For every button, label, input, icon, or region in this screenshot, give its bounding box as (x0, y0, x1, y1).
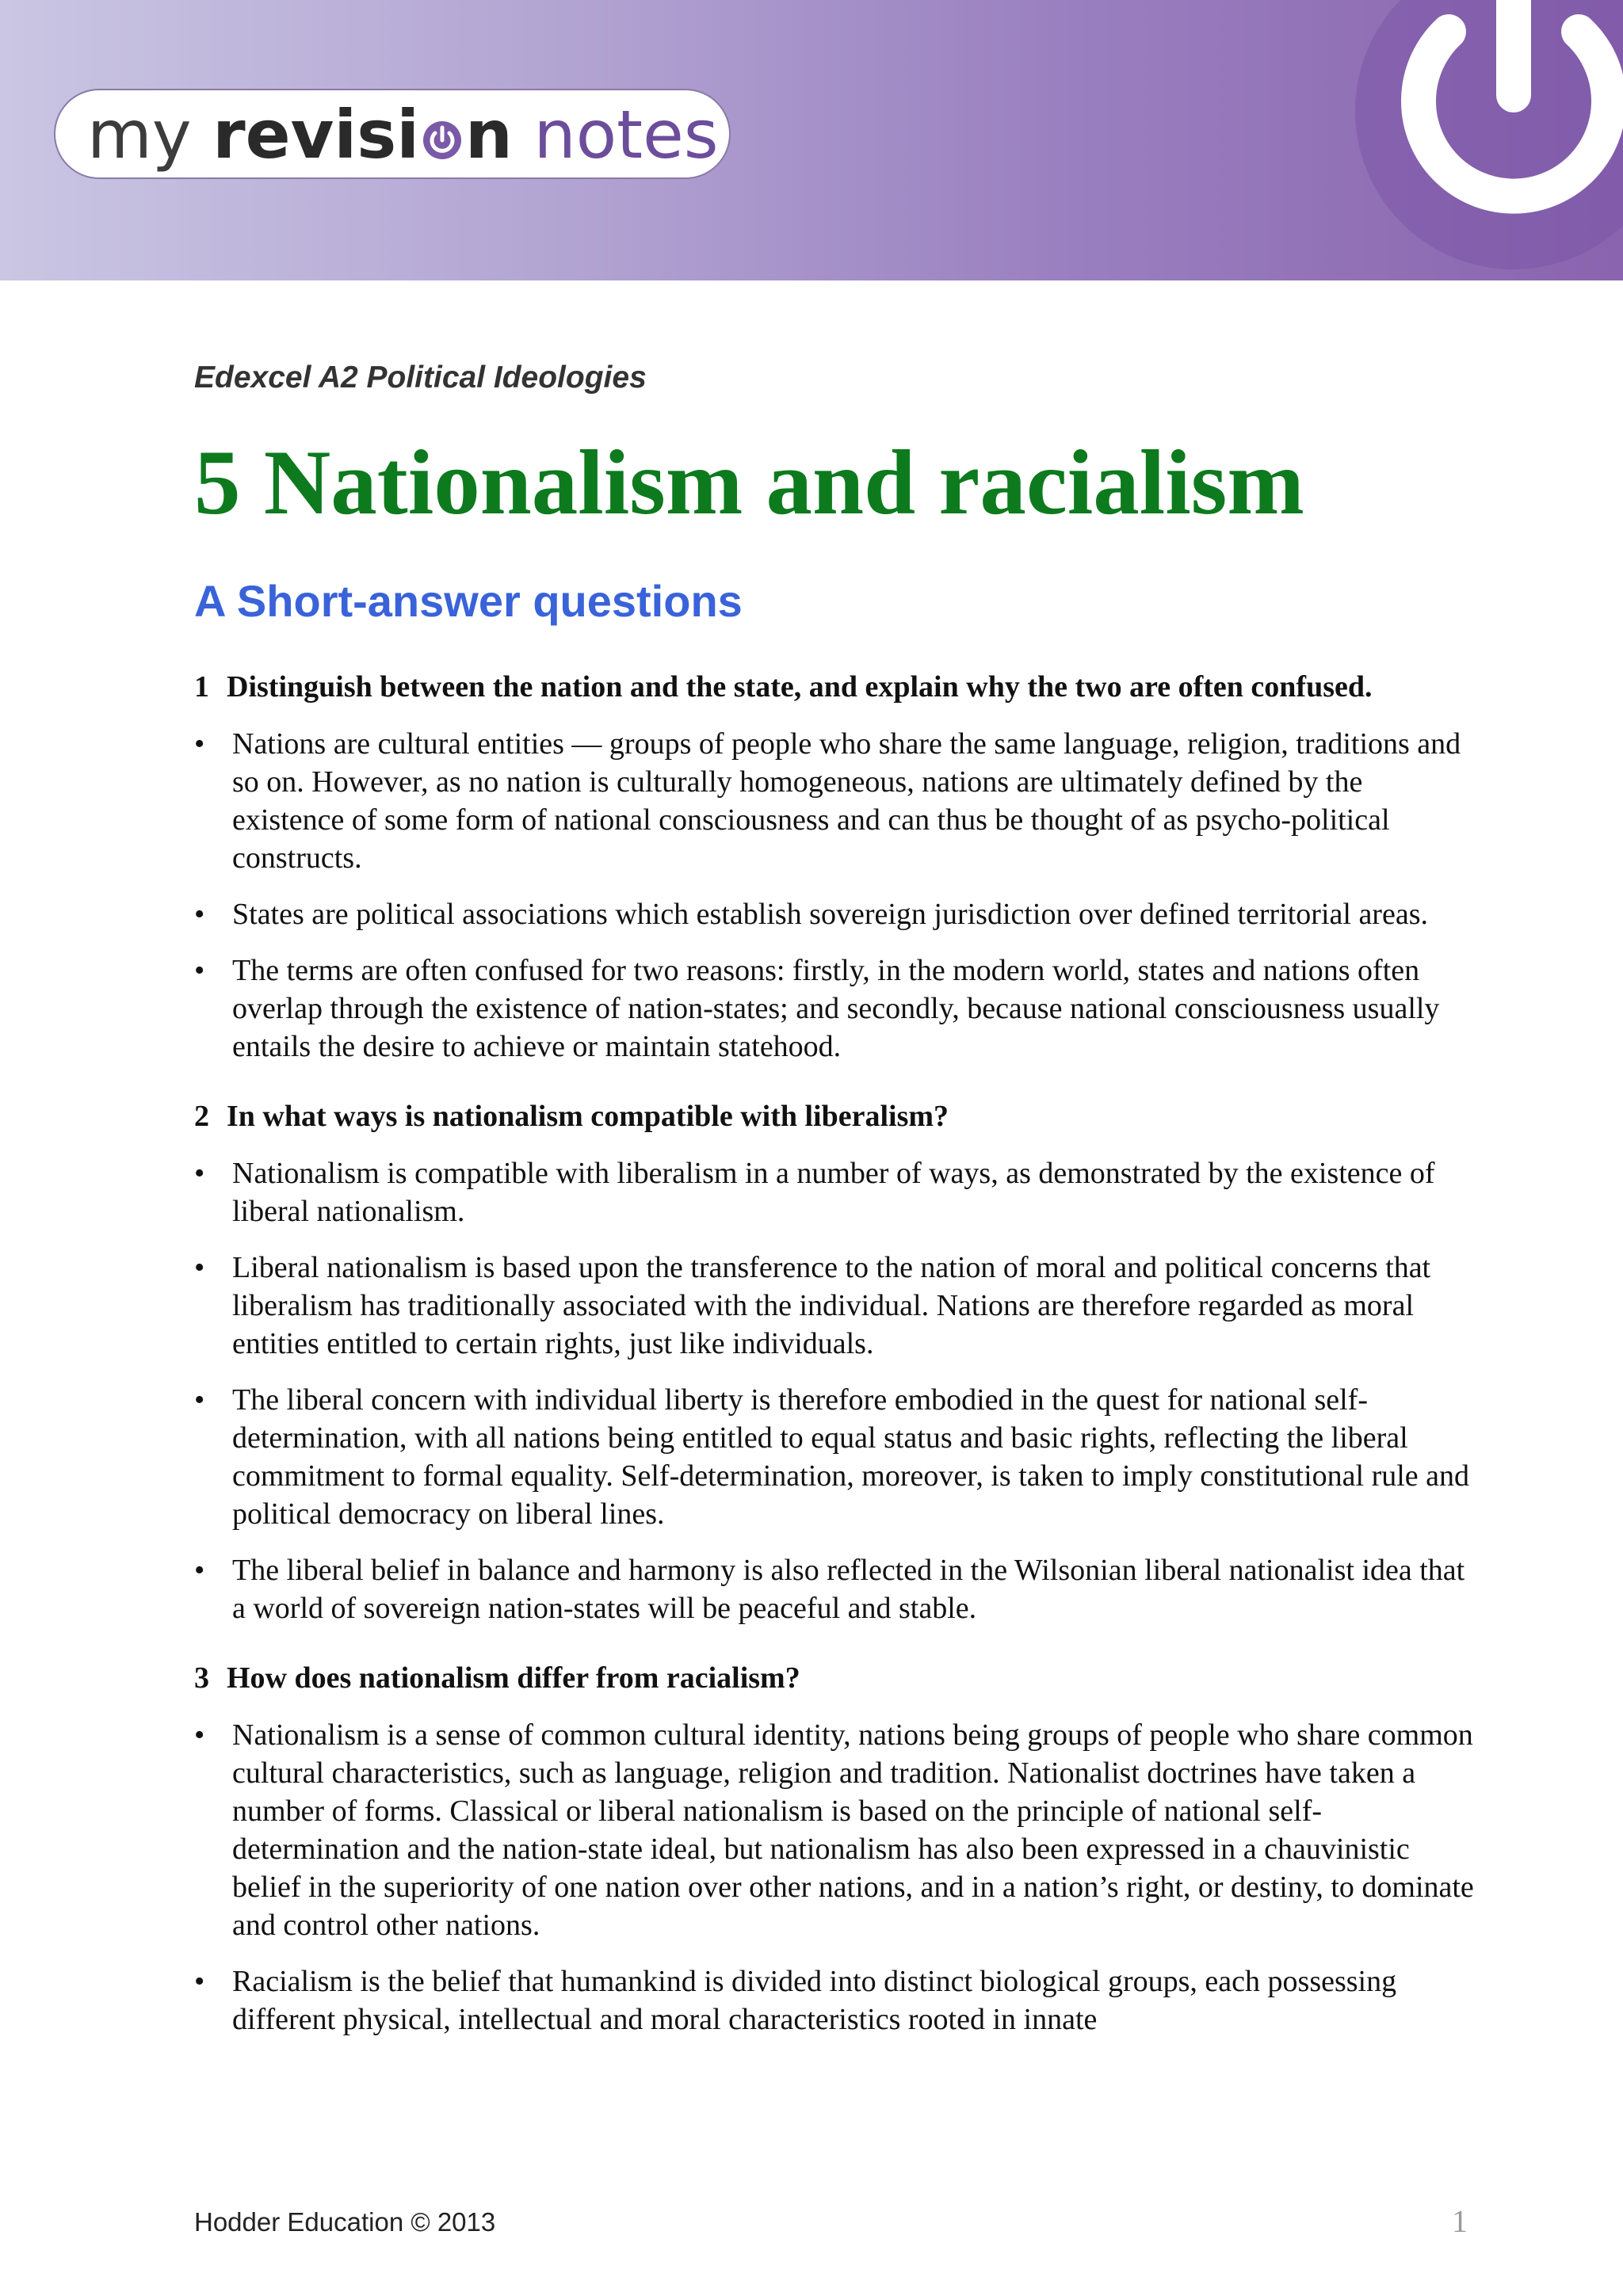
question-number: 2 (194, 1100, 209, 1133)
answer-item: • Nationalism is a sense of common cultural identity, nations being groups of people who share common cultural characteristics, such as language, religion and tradition. Nationalist doctrines have taken a number of forms. Classical or liberal nationalism is based on the principle of national self-determination and the nation-state ideal, but nationalism has also been expressed in a chauvinistic belief in the superiority of one nation over other nations, and in a nation’s right, or destiny, to dominate and control other nations. (194, 1716, 1478, 1944)
question-text: How does nationalism differ from racialism? (227, 1661, 800, 1695)
answer-item: • The liberal concern with individual liberty is therefore embodied in the quest for national self-determination, with all nations being entitled to equal status and basic rights, reflecting the liberal commitment to formal equality. Self-determination, moreover, is taken to imply constitutional rule and political democracy on liberal lines. (194, 1381, 1478, 1533)
question-heading (194, 1659, 1478, 1697)
document-body (194, 360, 1478, 2070)
brand-logo (54, 89, 731, 179)
question-text: In what ways is nationalism compatible with liberalism? (227, 1100, 949, 1133)
logo-wordmark (87, 93, 719, 176)
question-heading (194, 1097, 1478, 1135)
series-title: Edexcel A2 Political Ideologies (194, 360, 647, 395)
question-number: 1 (194, 670, 209, 704)
answer-item: • Nationalism is compatible with liberalism in a number of ways, as demonstrated by the existence of liberal nationalism. (194, 1154, 1478, 1230)
chapter-title: 5 Nationalism and racialism (194, 432, 1304, 534)
answer-item: • The liberal belief in balance and harmony is also reflected in the Wilsonian liberal nationalist idea that a world of sovereign nation-states will be peaceful and stable. (194, 1551, 1478, 1627)
header-banner (0, 0, 1623, 280)
footer-copyright: Hodder Education © 2013 (194, 2207, 496, 2237)
question-text: Distinguish between the nation and the state, and explain why the two are often confused. (227, 670, 1373, 704)
answer-item: • The terms are often confused for two reasons: firstly, in the modern world, states and nations often overlap through the existence of nation-states; and secondly, because national consciousness usually entails the desire to achieve or maintain statehood. (194, 952, 1478, 1066)
answer-item: • States are political associations which establish sovereign jurisdiction over defined territorial areas. (194, 895, 1478, 933)
page-number: 1 (1452, 2203, 1468, 2239)
answer-list (194, 1154, 1478, 1627)
power-icon (420, 113, 464, 162)
logo-word-notes: notes (512, 96, 719, 174)
logo-word-revision: revisi n (212, 96, 513, 174)
question-heading (194, 668, 1478, 706)
answer-list (194, 1716, 1478, 2039)
answer-item: • Liberal nationalism is based upon the transference to the nation of moral and political concerns that liberalism has traditionally associated with the individual. Nations are therefore regarded as moral entities entitled to certain rights, just like individuals. (194, 1249, 1478, 1363)
answer-item: • Racialism is the belief that humankind is divided into distinct biological groups, each possessing different physical, intellectual and moral characteristics rooted in innate (194, 1962, 1478, 2039)
power-icon (1347, 0, 1623, 277)
logo-word-my: my (87, 96, 213, 174)
answer-item: • Nations are cultural entities — groups of people who share the same language, religion, traditions and so on. However, as no nation is culturally homogeneous, nations are ultimately defined by the existence of some form of national consciousness and can thus be thought of as psycho-political constructs. (194, 725, 1478, 877)
answer-list (194, 725, 1478, 1066)
section-title: A Short-answer questions (194, 576, 743, 626)
question-number: 3 (194, 1661, 209, 1695)
